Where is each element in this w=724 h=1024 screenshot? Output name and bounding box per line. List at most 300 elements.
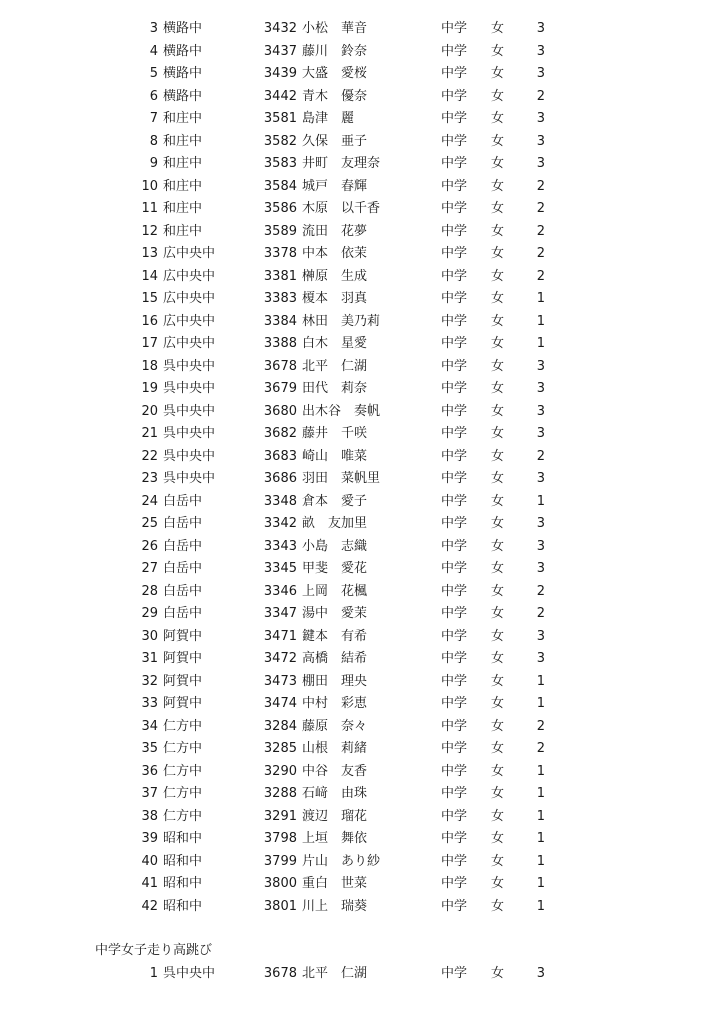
grade: 2 [536, 88, 545, 104]
table-row [0, 513, 724, 536]
category: 中学 [441, 88, 468, 104]
school-name: 阿賀中 [163, 651, 203, 666]
table-row [0, 873, 724, 896]
category: 中学 [441, 111, 468, 126]
entry-number: 23 [141, 471, 158, 486]
grade: 3 [536, 651, 545, 666]
entry-number: 28 [141, 583, 158, 599]
category: 中学 [441, 223, 468, 239]
athlete-name: 北平 仁湖 [302, 965, 368, 981]
grade: 2 [536, 201, 545, 216]
grade: 1 [536, 876, 545, 891]
category: 中学 [441, 538, 468, 554]
sex: 女 [491, 448, 505, 464]
school-name: 和庄中 [163, 223, 203, 239]
athlete-name: 榎本 羽真 [302, 291, 368, 306]
bib-number: 3348 [263, 493, 297, 509]
bib-number: 3345 [263, 561, 297, 576]
bib-number: 3378 [263, 246, 297, 261]
grade: 1 [536, 831, 545, 846]
category: 中学 [441, 673, 468, 689]
category: 中学 [441, 313, 468, 329]
school-name: 広中央中 [163, 268, 216, 284]
table-row [0, 783, 724, 806]
school-name: 呉中央中 [163, 471, 216, 486]
category: 中学 [441, 201, 468, 216]
grade: 3 [536, 111, 545, 126]
sex: 女 [491, 246, 505, 261]
category: 中学 [441, 381, 468, 396]
table-row [0, 311, 724, 334]
sex: 女 [491, 88, 505, 104]
sex: 女 [491, 178, 505, 194]
sex: 女 [491, 718, 505, 734]
athlete-name: 榊原 生成 [302, 268, 368, 284]
entry-number: 25 [141, 516, 158, 531]
bib-number: 3582 [263, 133, 297, 149]
sex: 女 [491, 493, 505, 509]
category: 中学 [441, 898, 468, 914]
entry-number: 16 [141, 313, 158, 329]
sex: 女 [491, 898, 505, 914]
school-name: 横路中 [163, 66, 203, 81]
athlete-name: 井町 友理奈 [302, 156, 381, 171]
table-row [0, 648, 724, 671]
category: 中学 [441, 831, 468, 846]
table-row [0, 108, 724, 131]
category: 中学 [441, 133, 468, 149]
bib-number: 3342 [263, 516, 297, 531]
school-name: 和庄中 [163, 178, 203, 194]
bib-number: 3581 [263, 111, 297, 126]
table-row [0, 603, 724, 626]
table-row [0, 716, 724, 739]
school-name: 白岳中 [163, 606, 203, 621]
school-name: 和庄中 [163, 133, 203, 149]
section-title-high-jump: 中学女子走り高跳び [95, 943, 213, 958]
sex: 女 [491, 403, 505, 419]
category: 中学 [441, 718, 468, 734]
category: 中学 [441, 808, 468, 824]
school-name: 仁方中 [163, 786, 203, 801]
grade: 2 [536, 741, 545, 756]
athlete-name: 藤井 千咲 [302, 426, 368, 441]
entry-number: 5 [149, 66, 158, 81]
sex: 女 [491, 583, 505, 599]
school-name: 広中央中 [163, 246, 216, 261]
bib-number: 3291 [263, 808, 297, 824]
category: 中学 [441, 628, 468, 644]
entry-number: 39 [141, 831, 158, 846]
category: 中学 [441, 471, 468, 486]
sex: 女 [491, 133, 505, 149]
category: 中学 [441, 696, 468, 711]
school-name: 呉中央中 [163, 381, 216, 396]
entry-number: 18 [141, 358, 158, 374]
school-name: 和庄中 [163, 156, 203, 171]
category: 中学 [441, 876, 468, 891]
bib-number: 3388 [263, 336, 297, 351]
entry-number: 1 [149, 965, 158, 981]
grade: 1 [536, 786, 545, 801]
entry-list-sheet [0, 18, 724, 985]
bib-number: 3432 [263, 21, 297, 36]
bib-number: 3583 [263, 156, 297, 171]
entry-number: 37 [141, 786, 158, 801]
table-row [0, 131, 724, 154]
bib-number: 3589 [263, 223, 297, 239]
category: 中学 [441, 516, 468, 531]
category: 中学 [441, 965, 468, 981]
bib-number: 3288 [263, 786, 297, 801]
bib-number: 3686 [263, 471, 297, 486]
school-name: 和庄中 [163, 111, 203, 126]
table-row [0, 243, 724, 266]
school-name: 仁方中 [163, 741, 203, 756]
category: 中学 [441, 651, 468, 666]
athlete-name: 城戸 春輝 [302, 178, 368, 194]
entry-number: 35 [141, 741, 158, 756]
entry-number: 40 [141, 853, 158, 869]
entry-number: 21 [141, 426, 158, 441]
table-row [0, 491, 724, 514]
sex: 女 [491, 763, 505, 779]
school-name: 和庄中 [163, 201, 203, 216]
category: 中学 [441, 741, 468, 756]
entry-number: 33 [141, 696, 158, 711]
category: 中学 [441, 561, 468, 576]
athlete-name: 崎山 唯菜 [302, 448, 368, 464]
school-name: 昭和中 [163, 876, 203, 891]
bib-number: 3442 [263, 88, 297, 104]
sex: 女 [491, 381, 505, 396]
grade: 1 [536, 763, 545, 779]
category: 中学 [441, 66, 468, 81]
athlete-name: 中本 依茉 [302, 246, 368, 261]
athlete-name: 中谷 友香 [302, 763, 368, 779]
table-row [0, 851, 724, 874]
school-name: 白岳中 [163, 493, 203, 509]
table-row [0, 356, 724, 379]
grade: 3 [536, 538, 545, 554]
school-name: 呉中央中 [163, 448, 216, 464]
bib-number: 3584 [263, 178, 297, 194]
grade: 1 [536, 336, 545, 351]
entry-number: 29 [141, 606, 158, 621]
grade: 2 [536, 448, 545, 464]
grade: 3 [536, 358, 545, 374]
sex: 女 [491, 853, 505, 869]
table-row [0, 446, 724, 469]
category: 中学 [441, 291, 468, 306]
athlete-name: 片山 あり紗 [302, 853, 381, 869]
entry-number: 11 [141, 201, 158, 216]
athlete-name: 北平 仁湖 [302, 358, 368, 374]
table-row [0, 63, 724, 86]
grade: 1 [536, 853, 545, 869]
school-name: 横路中 [163, 43, 203, 59]
athlete-name: 湯中 愛茉 [302, 606, 368, 621]
school-name: 昭和中 [163, 898, 203, 914]
bib-number: 3683 [263, 448, 297, 464]
grade: 2 [536, 718, 545, 734]
school-name: 阿賀中 [163, 628, 203, 644]
table-row [0, 693, 724, 716]
sex: 女 [491, 43, 505, 59]
grade: 3 [536, 516, 545, 531]
entry-number: 12 [141, 223, 158, 239]
school-name: 横路中 [163, 88, 203, 104]
athlete-name: 林田 美乃莉 [302, 313, 381, 329]
category: 中学 [441, 403, 468, 419]
athlete-name: 畝 友加里 [302, 516, 368, 531]
sex: 女 [491, 201, 505, 216]
school-name: 呉中央中 [163, 965, 216, 981]
school-name: 阿賀中 [163, 696, 203, 711]
entry-number: 31 [141, 651, 158, 666]
table-row [0, 581, 724, 604]
sex: 女 [491, 606, 505, 621]
grade: 2 [536, 606, 545, 621]
grade: 1 [536, 808, 545, 824]
grade: 2 [536, 223, 545, 239]
sex: 女 [491, 21, 505, 36]
bib-number: 3471 [263, 628, 297, 644]
entry-number: 38 [141, 808, 158, 824]
sex: 女 [491, 538, 505, 554]
table-row [0, 828, 724, 851]
table-row [0, 671, 724, 694]
entry-number: 36 [141, 763, 158, 779]
bib-number: 3679 [263, 381, 297, 396]
sex: 女 [491, 786, 505, 801]
grade: 1 [536, 696, 545, 711]
entry-number: 17 [141, 336, 158, 351]
grade: 1 [536, 673, 545, 689]
athlete-name: 白木 星愛 [302, 336, 368, 351]
entry-number: 42 [141, 898, 158, 914]
bib-number: 3473 [263, 673, 297, 689]
athlete-name: 小松 華音 [302, 21, 368, 36]
entry-number: 8 [149, 133, 158, 149]
athlete-name: 羽田 菜帆里 [302, 471, 381, 486]
sex: 女 [491, 291, 505, 306]
entry-number: 27 [141, 561, 158, 576]
bib-number: 3801 [263, 898, 297, 914]
sex: 女 [491, 426, 505, 441]
entry-number: 30 [141, 628, 158, 644]
category: 中学 [441, 268, 468, 284]
grade: 3 [536, 561, 545, 576]
school-name: 阿賀中 [163, 673, 203, 689]
table-row [0, 536, 724, 559]
entry-list-section-1 [0, 18, 724, 918]
bib-number: 3799 [263, 853, 297, 869]
table-row [0, 266, 724, 289]
category: 中学 [441, 156, 468, 171]
school-name: 広中央中 [163, 291, 216, 306]
table-row [0, 738, 724, 761]
athlete-name: 渡辺 瑠花 [302, 808, 368, 824]
athlete-name: 島津 麗 [302, 111, 355, 126]
entry-number: 14 [141, 268, 158, 284]
sex: 女 [491, 696, 505, 711]
athlete-name: 木原 以千香 [302, 201, 381, 216]
table-row [0, 558, 724, 581]
table-row [0, 176, 724, 199]
school-name: 昭和中 [163, 831, 203, 846]
grade: 2 [536, 246, 545, 261]
category: 中学 [441, 853, 468, 869]
athlete-name: 上岡 花楓 [302, 583, 368, 599]
table-row [0, 423, 724, 446]
sex: 女 [491, 831, 505, 846]
category: 中学 [441, 583, 468, 599]
entry-number: 41 [141, 876, 158, 891]
school-name: 昭和中 [163, 853, 203, 869]
entry-number: 4 [149, 43, 158, 59]
athlete-name: 青木 優奈 [302, 88, 368, 104]
category: 中学 [441, 493, 468, 509]
entry-number: 15 [141, 291, 158, 306]
bib-number: 3285 [263, 741, 297, 756]
category: 中学 [441, 178, 468, 194]
bib-number: 3682 [263, 426, 297, 441]
bib-number: 3678 [263, 358, 297, 374]
sex: 女 [491, 66, 505, 81]
bib-number: 3678 [263, 965, 297, 981]
grade: 3 [536, 156, 545, 171]
athlete-name: 久保 亜子 [302, 133, 368, 149]
athlete-name: 藤川 鈴奈 [302, 43, 368, 59]
table-row [0, 288, 724, 311]
grade: 1 [536, 313, 545, 329]
category: 中学 [441, 763, 468, 779]
athlete-name: 小島 志織 [302, 538, 368, 554]
table-row [0, 221, 724, 244]
school-name: 白岳中 [163, 583, 203, 599]
category: 中学 [441, 606, 468, 621]
grade: 1 [536, 898, 545, 914]
entry-number: 3 [149, 21, 158, 36]
entry-number: 32 [141, 673, 158, 689]
entry-number: 22 [141, 448, 158, 464]
grade: 3 [536, 381, 545, 396]
sex: 女 [491, 516, 505, 531]
category: 中学 [441, 426, 468, 441]
sex: 女 [491, 268, 505, 284]
table-row [0, 963, 724, 986]
section-gap [0, 918, 724, 940]
table-row [0, 896, 724, 919]
grade: 2 [536, 583, 545, 599]
sex: 女 [491, 965, 505, 981]
entry-number: 10 [141, 178, 158, 194]
school-name: 仁方中 [163, 763, 203, 779]
sex: 女 [491, 156, 505, 171]
athlete-name: 大盛 愛桜 [302, 66, 368, 81]
athlete-name: 重白 世菜 [302, 876, 368, 891]
sex: 女 [491, 876, 505, 891]
category: 中学 [441, 246, 468, 261]
grade: 1 [536, 291, 545, 306]
entry-number: 26 [141, 538, 158, 554]
sex: 女 [491, 651, 505, 666]
entry-number: 9 [149, 156, 158, 171]
athlete-name: 石﨑 由珠 [302, 786, 368, 801]
sex: 女 [491, 741, 505, 756]
athlete-name: 甲斐 愛花 [302, 561, 368, 576]
bib-number: 3346 [263, 583, 297, 599]
entry-number: 20 [141, 403, 158, 419]
sex: 女 [491, 561, 505, 576]
category: 中学 [441, 43, 468, 59]
grade: 3 [536, 66, 545, 81]
sex: 女 [491, 628, 505, 644]
school-name: 横路中 [163, 21, 203, 36]
grade: 3 [536, 426, 545, 441]
entry-number: 24 [141, 493, 158, 509]
school-name: 白岳中 [163, 538, 203, 554]
category: 中学 [441, 21, 468, 36]
athlete-name: 上垣 舞依 [302, 831, 368, 846]
bib-number: 3437 [263, 43, 297, 59]
athlete-name: 棚田 理央 [302, 673, 368, 689]
grade: 3 [536, 471, 545, 486]
entry-number: 34 [141, 718, 158, 734]
table-row [0, 153, 724, 176]
athlete-name: 川上 瑞葵 [302, 898, 368, 914]
bib-number: 3381 [263, 268, 297, 284]
athlete-name: 鍵本 有希 [302, 628, 368, 644]
bib-number: 3284 [263, 718, 297, 734]
bib-number: 3343 [263, 538, 297, 554]
school-name: 仁方中 [163, 808, 203, 824]
grade: 2 [536, 268, 545, 284]
bib-number: 3472 [263, 651, 297, 666]
athlete-name: 田代 莉奈 [302, 381, 368, 396]
table-row [0, 468, 724, 491]
school-name: 広中央中 [163, 336, 216, 351]
sex: 女 [491, 313, 505, 329]
table-row [0, 18, 724, 41]
athlete-name: 流田 花夢 [302, 223, 368, 239]
school-name: 白岳中 [163, 561, 203, 576]
entry-list-section-2 [0, 963, 724, 986]
category: 中学 [441, 786, 468, 801]
entry-number: 13 [141, 246, 158, 261]
grade: 1 [536, 493, 545, 509]
grade: 3 [536, 628, 545, 644]
athlete-name: 藤原 奈々 [302, 718, 368, 734]
grade: 3 [536, 403, 545, 419]
school-name: 広中央中 [163, 313, 216, 329]
sex: 女 [491, 358, 505, 374]
table-row [0, 198, 724, 221]
grade: 3 [536, 21, 545, 36]
school-name: 呉中央中 [163, 426, 216, 441]
grade: 3 [536, 133, 545, 149]
table-row [0, 761, 724, 784]
bib-number: 3347 [263, 606, 297, 621]
athlete-name: 山根 莉緒 [302, 741, 368, 756]
table-row [0, 41, 724, 64]
category: 中学 [441, 358, 468, 374]
entry-number: 19 [141, 381, 158, 396]
school-name: 白岳中 [163, 516, 203, 531]
bib-number: 3586 [263, 201, 297, 216]
sex: 女 [491, 808, 505, 824]
